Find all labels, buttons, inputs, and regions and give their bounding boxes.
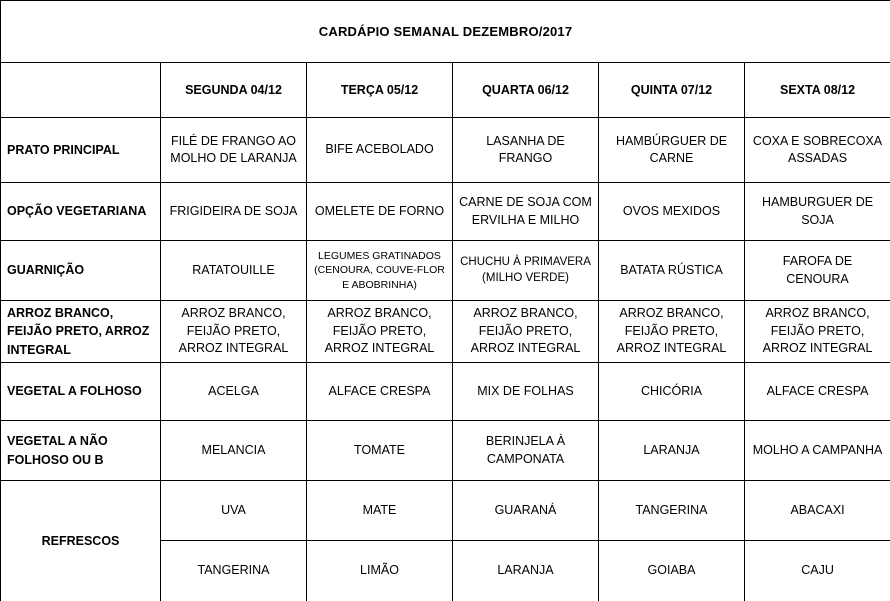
menu-cell: TOMATE (307, 421, 453, 481)
menu-cell: GUARANÁ (453, 481, 599, 541)
table-row-guarnicao (1, 241, 890, 301)
menu-cell: TANGERINA (161, 541, 307, 601)
row-label-guarnicao: GUARNIÇÃO (1, 241, 161, 301)
menu-cell: ALFACE CRESPA (745, 363, 890, 421)
title-row (1, 1, 890, 63)
table-row-prato-principal (1, 118, 890, 183)
table-row-vegetal-folhoso (1, 363, 890, 421)
menu-cell: OMELETE DE FORNO (307, 183, 453, 241)
table-row-opcao-vegetariana (1, 183, 890, 241)
menu-cell: LARANJA (453, 541, 599, 601)
menu-cell: MIX DE FOLHAS (453, 363, 599, 421)
menu-cell: ARROZ BRANCO, FEIJÃO PRETO, ARROZ INTEGRAL (745, 301, 890, 363)
menu-cell: MOLHO A CAMPANHA (745, 421, 890, 481)
menu-cell: CHICÓRIA (599, 363, 745, 421)
menu-cell: LIMÃO (307, 541, 453, 601)
menu-cell: ACELGA (161, 363, 307, 421)
table-row-refrescos-1 (1, 481, 890, 541)
column-header-segunda: SEGUNDA 04/12 (161, 63, 307, 118)
menu-cell: BERINJELA À CAMPONATA (453, 421, 599, 481)
menu-cell: ARROZ BRANCO, FEIJÃO PRETO, ARROZ INTEGRAL (307, 301, 453, 363)
menu-cell: GOIABA (599, 541, 745, 601)
menu-cell: FRIGIDEIRA DE SOJA (161, 183, 307, 241)
menu-cell: ARROZ BRANCO, FEIJÃO PRETO, ARROZ INTEGRAL (453, 301, 599, 363)
row-label-vegetal-nao-folhoso: VEGETAL A NÃO FOLHOSO OU B (1, 421, 161, 481)
row-label-vegetal-folhoso: VEGETAL A FOLHOSO (1, 363, 161, 421)
menu-cell: ARROZ BRANCO, FEIJÃO PRETO, ARROZ INTEGRAL (599, 301, 745, 363)
menu-cell: OVOS MEXIDOS (599, 183, 745, 241)
menu-cell: CAJU (745, 541, 890, 601)
page-title: CARDÁPIO SEMANAL DEZEMBRO/2017 (1, 1, 890, 63)
corner-cell (1, 63, 161, 118)
menu-cell: HAMBURGUER DE SOJA (745, 183, 890, 241)
column-header-sexta: SEXTA 08/12 (745, 63, 890, 118)
menu-cell: MATE (307, 481, 453, 541)
menu-cell: ARROZ BRANCO, FEIJÃO PRETO, ARROZ INTEGRAL (161, 301, 307, 363)
column-header-quinta: QUINTA 07/12 (599, 63, 745, 118)
menu-cell: FAROFA DE CENOURA (745, 241, 890, 301)
menu-cell: BATATA RÚSTICA (599, 241, 745, 301)
column-header-terca: TERÇA 05/12 (307, 63, 453, 118)
menu-cell: MELANCIA (161, 421, 307, 481)
row-label-refrescos: REFRESCOS (1, 481, 161, 601)
column-header-quarta: QUARTA 06/12 (453, 63, 599, 118)
menu-cell: LARANJA (599, 421, 745, 481)
weekday-header-row (1, 63, 890, 118)
menu-cell: CHUCHU À PRIMAVERA (MILHO VERDE) (453, 241, 599, 301)
table-row-arroz-feijao (1, 301, 890, 363)
menu-cell: ABACAXI (745, 481, 890, 541)
menu-cell: HAMBÚRGUER DE CARNE (599, 118, 745, 183)
menu-cell: TANGERINA (599, 481, 745, 541)
menu-cell: UVA (161, 481, 307, 541)
menu-cell: LEGUMES GRATINADOS (CENOURA, COUVE-FLOR E ABOBRINHA) (307, 241, 453, 301)
menu-cell: RATATOUILLE (161, 241, 307, 301)
menu-cell: COXA E SOBRECOXA ASSADAS (745, 118, 890, 183)
table-row-vegetal-nao-folhoso (1, 421, 890, 481)
menu-cell: LASANHA DE FRANGO (453, 118, 599, 183)
menu-cell: FILÉ DE FRANGO AO MOLHO DE LARANJA (161, 118, 307, 183)
menu-cell: CARNE DE SOJA COM ERVILHA E MILHO (453, 183, 599, 241)
menu-cell: BIFE ACEBOLADO (307, 118, 453, 183)
row-label-arroz-feijao: ARROZ BRANCO, FEIJÃO PRETO, ARROZ INTEGRAL (1, 301, 161, 363)
menu-cell: ALFACE CRESPA (307, 363, 453, 421)
row-label-prato-principal: PRATO PRINCIPAL (1, 118, 161, 183)
row-label-opcao-vegetariana: OPÇÃO VEGETARIANA (1, 183, 161, 241)
